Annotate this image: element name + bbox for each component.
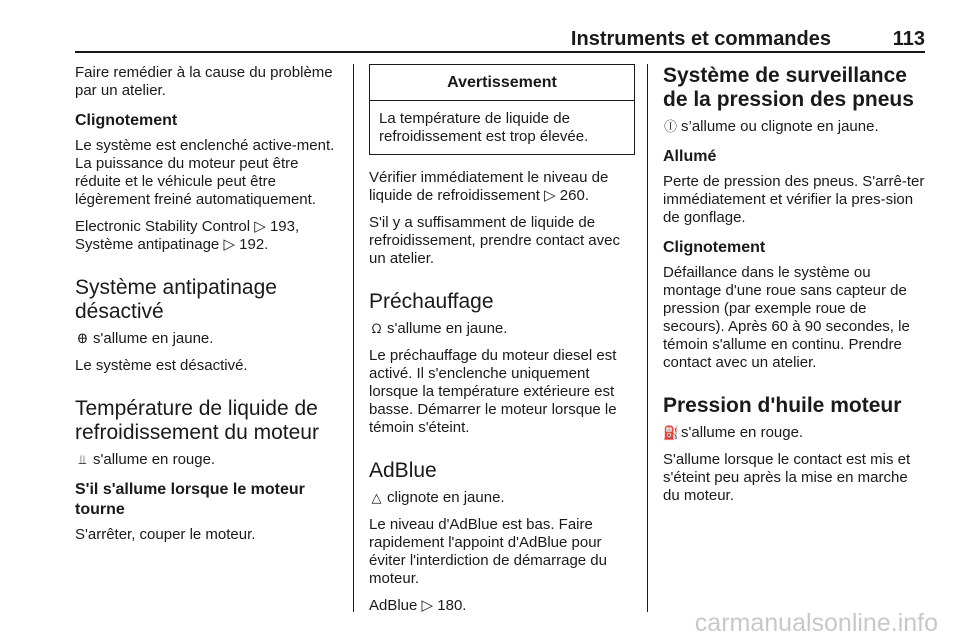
heading-temperature: Température de liquide de refroidissement du moteur — [75, 397, 319, 444]
header-title: Instruments et commandes — [570, 28, 831, 50]
heading-antipatinage: Système antipatinage désactivé — [75, 276, 277, 323]
paragraph: Ꚛ s'allume en jaune. — [75, 330, 337, 348]
heading-prechauffage: Préchauffage — [369, 290, 494, 313]
header-rule — [75, 51, 925, 53]
paragraph: Perte de pression des pneus. S'arrê-ter immédiatement et vérifier la pres-sion de gonflage. — [663, 173, 925, 226]
ref-arrow-icon: ▷ — [421, 597, 434, 614]
tire-pressure-icon: Ⓘ — [663, 119, 677, 134]
paragraph: Le préchauffage du moteur diesel est activé. Il s'enclenche uniquement lorsque la température extérieure est basse. Démarrer le moteur lorsque le témoin s'éteint. — [369, 347, 617, 436]
page-header — [75, 26, 925, 52]
heading-tpms: Système de surveillance de la pression des pneus — [663, 64, 914, 111]
warning-box — [369, 64, 635, 155]
heading-clignotement: Clignotement — [663, 239, 766, 256]
page-number: 113 — [892, 28, 925, 50]
oil-pressure-icon: ⛽ — [663, 425, 680, 440]
column-divider-1 — [353, 64, 354, 612]
paragraph: Le système est désactivé. — [75, 357, 248, 374]
paragraph: △ clignote en jaune. — [369, 489, 635, 507]
warning-body: La température de liquide de refroidissement est trop élevée. — [379, 110, 589, 145]
glow-plug-icon: ᘯ — [371, 321, 382, 336]
paragraph: ᘯ s'allume en jaune. — [369, 320, 635, 338]
ref-arrow-icon: ▷ — [544, 187, 556, 204]
paragraph: S'arrêter, couper le moteur. — [75, 526, 256, 543]
paragraph: AdBlue ▷ 180. — [369, 597, 467, 614]
heading-huile: Pression d'huile moteur — [663, 394, 902, 417]
paragraph: ⛽ s'allume en rouge. — [663, 424, 804, 441]
heading-allume: Allumé — [663, 148, 717, 165]
ref-arrow-icon: ▷ — [254, 218, 266, 235]
paragraph-refs: Electronic Stability Control ▷ 193, Système antipatinage ▷ 192. — [75, 218, 300, 253]
paragraph: Le niveau d'AdBlue est bas. Faire rapidement l'appoint d'AdBlue pour éviter l'interdiction de démarrage du moteur. — [369, 516, 607, 587]
paragraph: Faire remédier à la cause du problème par un atelier. — [75, 64, 333, 99]
column-3 — [663, 64, 927, 514]
paragraph: S'il y a suffisamment de liquide de refroidissement, prendre contact avec un atelier. — [369, 214, 620, 267]
paragraph: S'allume lorsque le contact est mis et s'éteint peu après la mise en marche du moteur. — [663, 451, 911, 504]
column-2 — [369, 64, 635, 624]
paragraph: Le système est enclenché active-ment. La puissance du moteur peut être réduite et le véhicule peut être légèrement freiné automatiquement. — [75, 137, 335, 208]
heading-clignotement: Clignotement — [75, 112, 178, 129]
paragraph: Ⓘ s’allume ou clignote en jaune. — [663, 118, 879, 135]
coolant-temp-icon: ⫫ — [78, 452, 87, 467]
paragraph: ⫫ s'allume en rouge. — [75, 451, 337, 469]
heading-adblue: AdBlue — [369, 459, 437, 482]
paragraph: Vérifier immédiatement le niveau de liquide de refroidissement ▷ 260. — [369, 169, 609, 204]
paragraph: Défaillance dans le système ou montage d'une roue sans capteur de pression (par exemple roue de secours). Après 60 à 90 secondes, le témoin s'allume en continu. Prendre contact avec un atelier. — [663, 264, 910, 371]
traction-off-icon: Ꚛ — [77, 331, 88, 346]
column-divider-2 — [647, 64, 648, 612]
warning-title: Avertissement — [370, 65, 634, 101]
watermark: carmanualsonline.info — [694, 609, 938, 637]
ref-arrow-icon: ▷ — [223, 236, 235, 253]
adblue-icon: △ — [371, 490, 382, 505]
column-1 — [75, 64, 337, 553]
heading-sil-allume: S'il s'allume lorsque le moteur tourne — [75, 481, 305, 518]
